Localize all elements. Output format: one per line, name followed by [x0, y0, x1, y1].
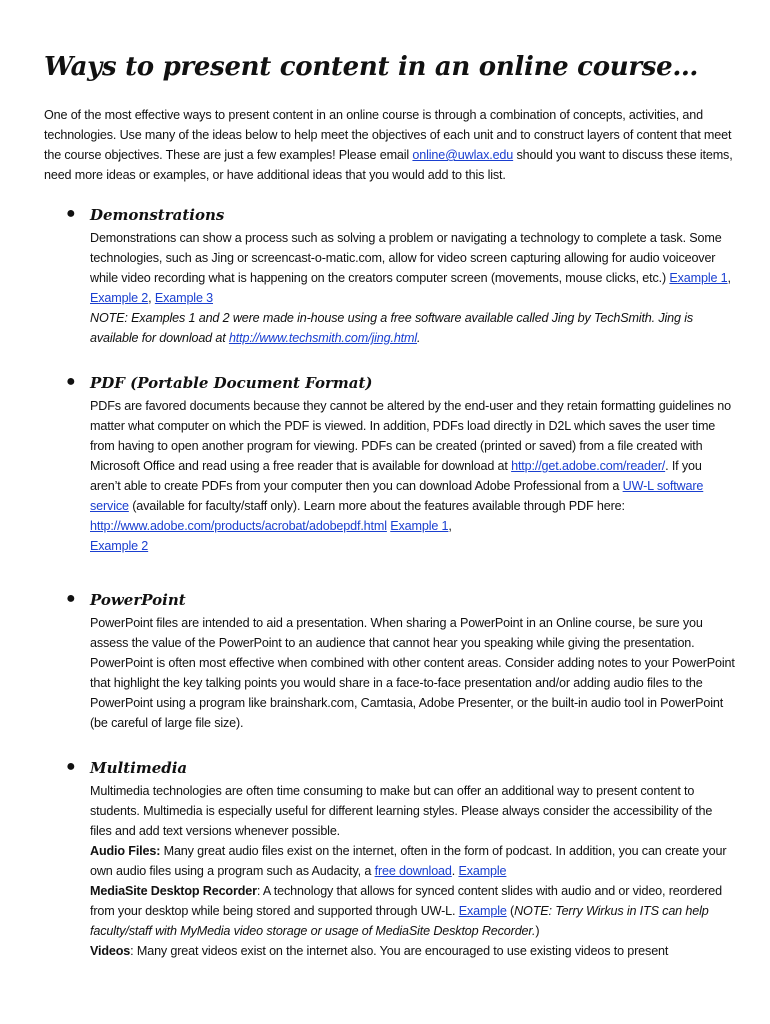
jing-download-link[interactable]: http://www.techsmith.com/jing.html [228, 331, 418, 345]
intro-paragraph [44, 105, 734, 185]
body-text: . If you aren’t able to create PDFs from your computer then you can download Adobe Professional from a [90, 459, 702, 493]
section-body: PowerPoint files are intended to aid a presentation. When sharing a PowerPoint in an Online course, be sure you assess the value of the PowerPoint to an audience that cannot hear you speaking while giving the presentation. PowerPoint is often most effective when combined with other content areas. Consider adding notes to your PowerPoint that highlight the key talking points you would share in a face-to-face presentation and/or adding audio files to the PowerPoint using a program like brainshark.com, Camtasia, Adobe Presenter, or the built-in audio tool in PowerPoint (be careful of large file size). [90, 616, 735, 730]
section-multimedia [66, 757, 735, 961]
mediasite-note: NOTE: Terry Wirkus in ITS can help faculty/staff with MyMedia video storage or usage of MediaSite Desktop Recorder. [90, 904, 709, 938]
mediasite-example-link[interactable]: Example [458, 904, 507, 918]
example-2-link[interactable]: Example 2 [90, 291, 149, 305]
mediasite-text: : A technology that allows for synced content slides with audio and or video, reordered from your desktop while being stored and supported through UW-L. [90, 884, 722, 918]
separator: , [148, 291, 155, 305]
section-body [90, 781, 735, 961]
page-title: Ways to present content in an online course… [44, 52, 699, 82]
section-body [90, 396, 735, 556]
example-2-link[interactable]: Example 2 [90, 539, 149, 553]
note-end: . [417, 331, 421, 345]
videos-label: Videos [90, 944, 131, 958]
bullet-icon: ● [66, 590, 76, 607]
section-title: PDF (Portable Document Format) [90, 374, 373, 392]
audio-files-label: Audio Files: [90, 844, 161, 858]
example-1-link[interactable]: Example 1 [390, 519, 449, 533]
uwl-software-service-link[interactable]: UW-L software service [90, 479, 704, 513]
intro-text-end: should you want to discuss these items, need more ideas or examples, or have additional ideas that you would add to this list. [44, 148, 733, 182]
paren-open: ( [506, 904, 515, 918]
mediasite-label: MediaSite Desktop Recorder [90, 884, 257, 898]
separator: , [448, 519, 452, 533]
intro-text: One of the most effective ways to present content in an online course is through a combination of concepts, activities, and technologies. Use many of the ideas below to help meet the objectives of each unit and to construct layers of content that meet the course objectives. These are just a few examples! Please email [44, 108, 732, 162]
paren-close: ) [535, 924, 540, 938]
audio-files-text: Many great audio files exist on the internet, often in the form of podcast. In addition, you can create your own audio files using a program such as Audacity, a [90, 844, 727, 878]
section-title: Demonstrations [90, 206, 225, 224]
audio-example-link[interactable]: Example [458, 864, 507, 878]
section-title: Multimedia [90, 759, 188, 777]
adobe-reader-link[interactable]: http://get.adobe.com/reader/ [511, 459, 666, 473]
audacity-download-link[interactable]: free download [374, 864, 452, 878]
separator: . [451, 864, 459, 878]
section-pdf [66, 372, 735, 556]
body-text: PDFs are favored documents because they cannot be altered by the end-user and they retain formatting guidelines no matter what computer on which the PDF is viewed. In addition, PDFs load directly in D2L which saves the user time from having to open another program for viewing. PDFs can be created (printed or saved) from a file created with Microsoft Office and read using a free reader that is available for download at [90, 399, 731, 473]
videos-text: : Many great videos exist on the internet also. You are encouraged to use existing videos to present [130, 944, 669, 958]
example-3-link[interactable]: Example 3 [154, 291, 214, 305]
body-text: Demonstrations can show a process such as solving a problem or navigating a technology to complete a task. Some technologies, such as Jing or screencast-o-matic.com, allow for video screen capturing allowing for audio voiceover while video recording what is happening on the creators computer screen (movements, mouse clicks, etc.) [90, 231, 722, 285]
bullet-icon: ● [66, 373, 76, 390]
section-title: PowerPoint [90, 591, 186, 609]
example-1-link[interactable]: Example 1 [669, 271, 728, 285]
section-powerpoint [66, 589, 735, 733]
note-text: NOTE: Examples 1 and 2 were made in-house using a free software available called Jing by TechSmith. Jing is available for download at [90, 311, 693, 345]
body-text: (available for faculty/staff only). Learn more about the features available through PDF here: [128, 499, 625, 513]
section-body [90, 228, 735, 348]
section-demonstrations [66, 204, 735, 348]
bullet-icon: ● [66, 205, 76, 222]
bullet-icon: ● [66, 758, 76, 775]
body-text: Multimedia technologies are often time consuming to make but can offer an additional way to present content to students. Multimedia is especially useful for different learning styles. Please always consider the accessibility of the files and add text versions whenever possible. [90, 784, 713, 838]
email-link[interactable]: online@uwlax.edu [412, 148, 514, 162]
adobe-pdf-features-link[interactable]: http://www.adobe.com/products/acrobat/adobepdf.html [90, 519, 387, 533]
separator: , [727, 271, 731, 285]
